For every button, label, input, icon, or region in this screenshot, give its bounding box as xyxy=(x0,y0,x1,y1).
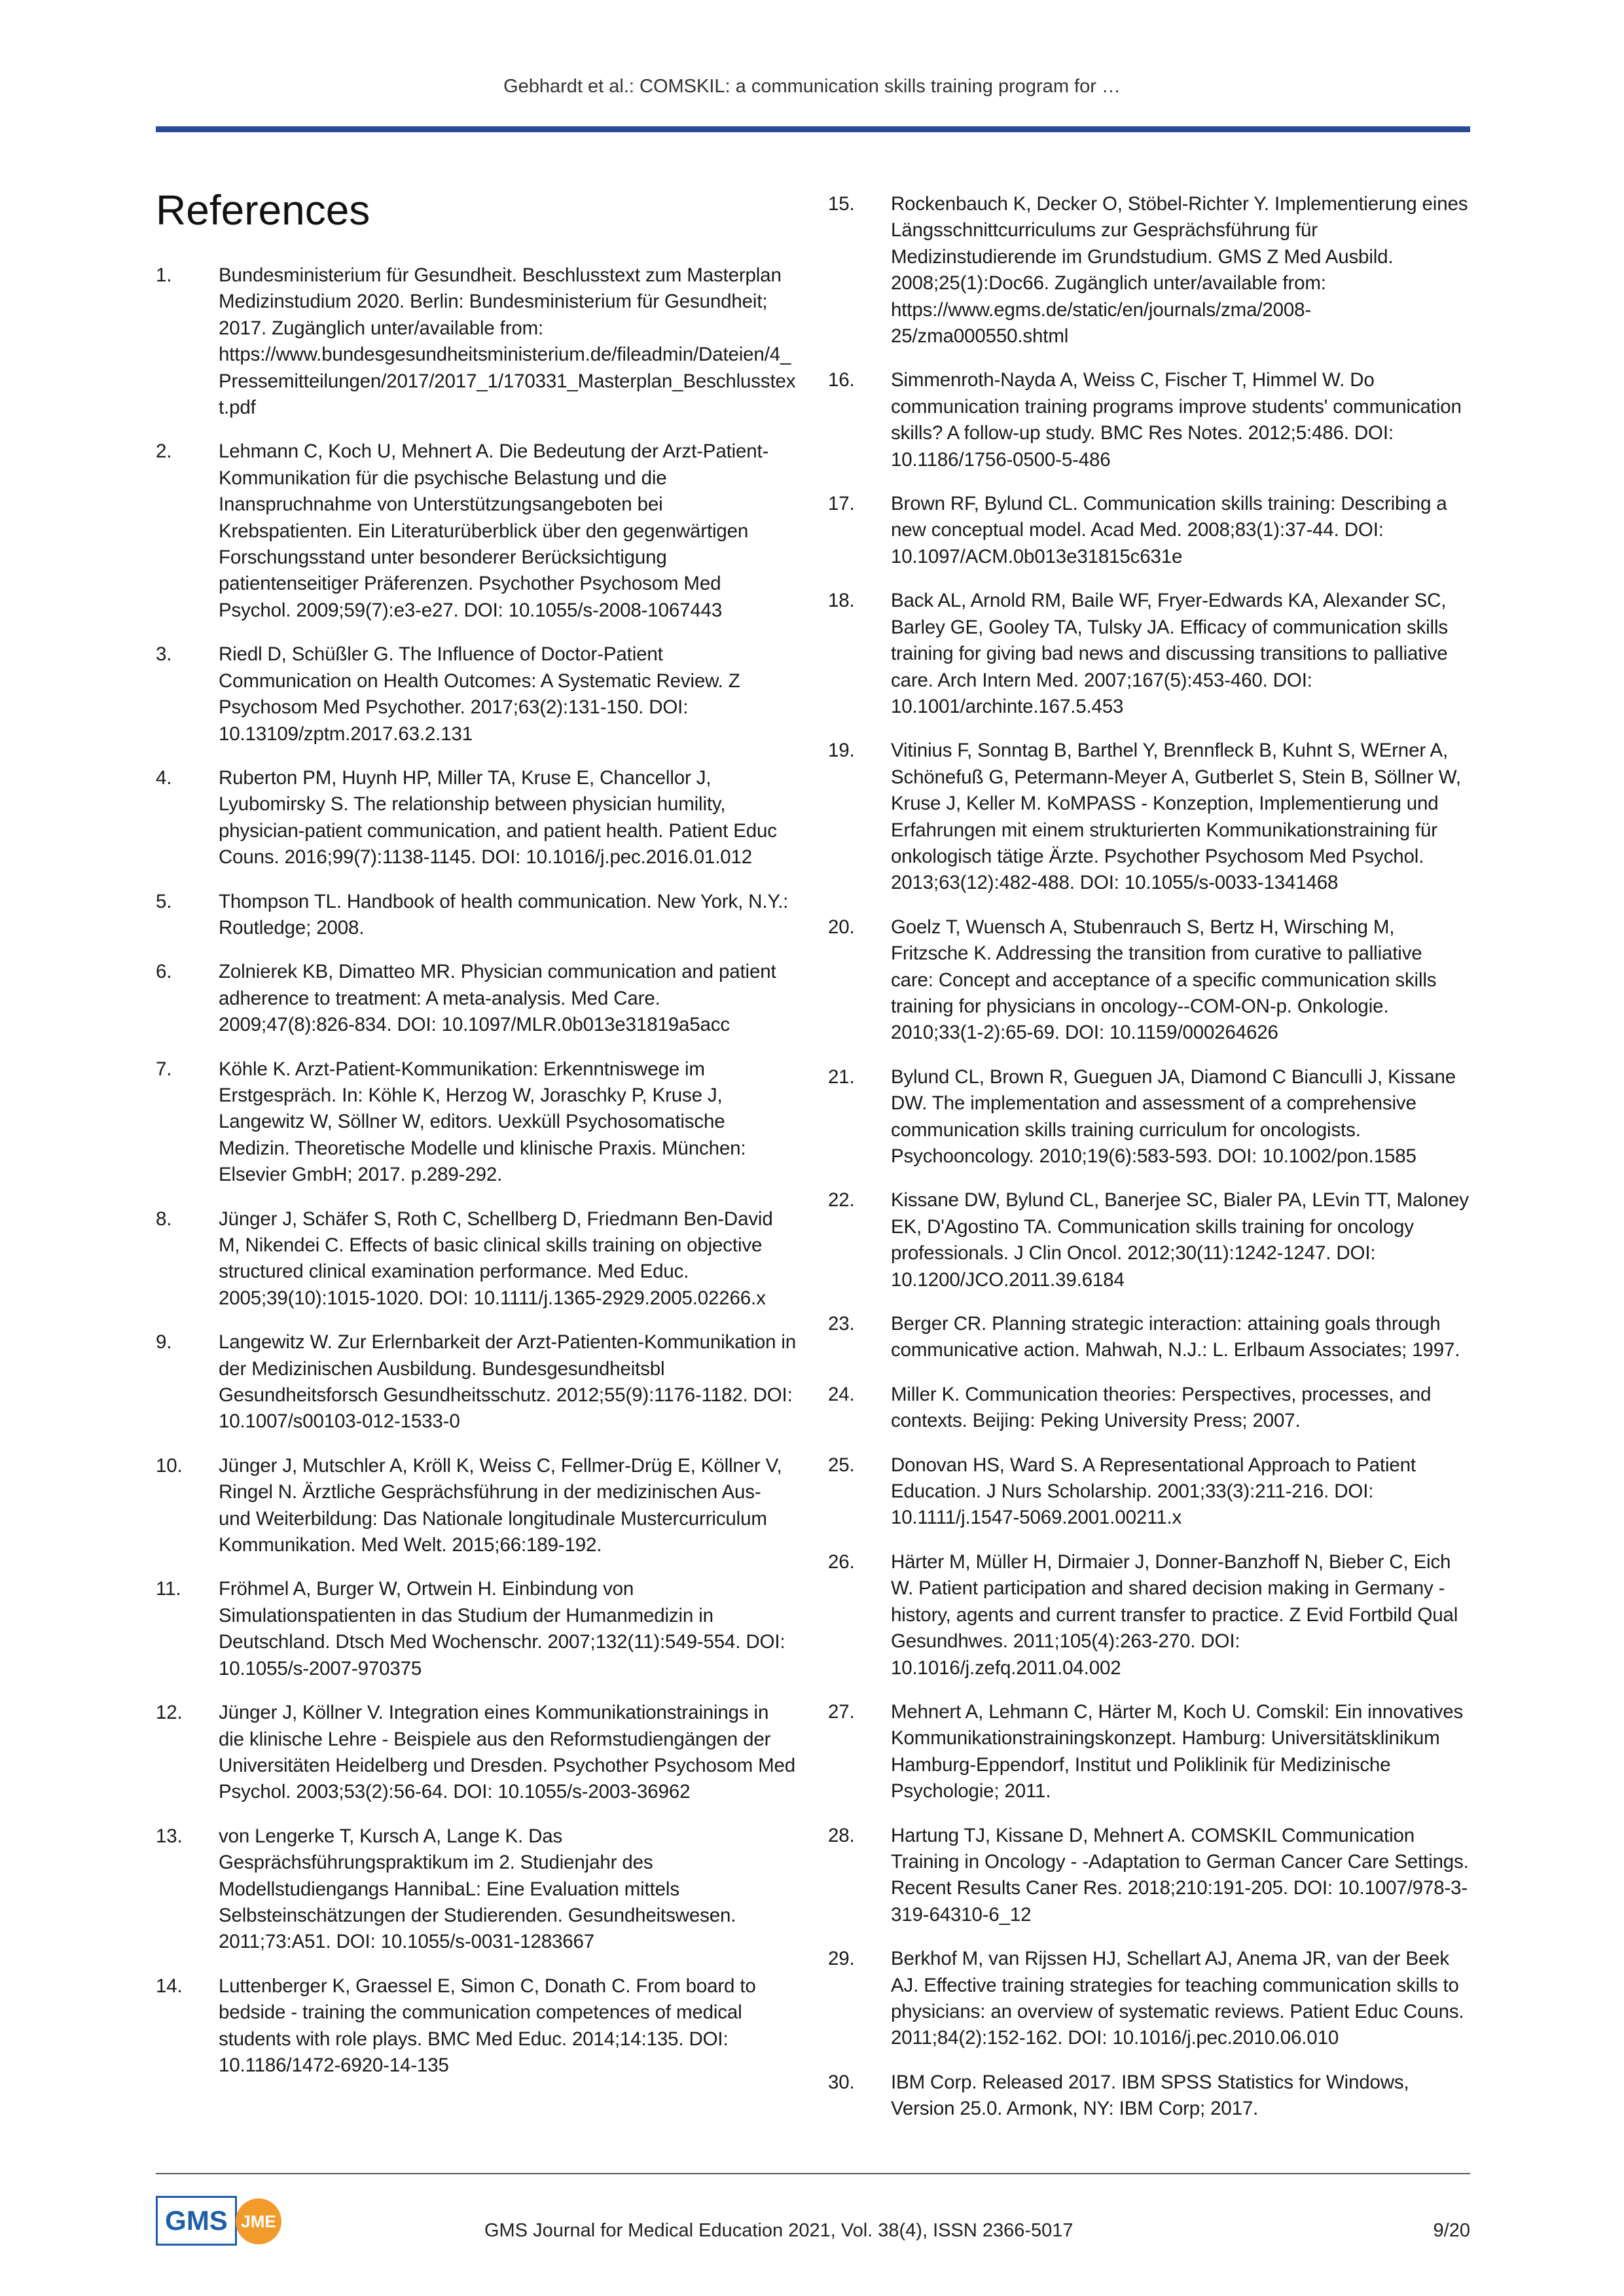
reference-number: 2. xyxy=(156,440,172,463)
footer-journal-info: GMS Journal for Medical Education 2021, Vol. 38(4), ISSN 2366-5017 xyxy=(484,2220,1074,2241)
reference-number: 15. xyxy=(828,193,855,215)
reference-item xyxy=(156,1823,797,1956)
reference-text: Zolnierek KB, Dimatteo MR. Physician communication and patient adherence to treatment: A meta-analysis. Med Care. 2009;47(8):826-834. DOI: 10.1097/MLR.0b013e31819a5acc xyxy=(219,961,776,1036)
reference-text: Kissane DW, Bylund CL, Banerjee SC, Bialer PA, LEvin TT, Maloney EK, D'Agostino TA. Communication skills training for oncology professionals. J Clin Oncol. 2012;30(11):1242-1247. DOI: 10.1200/JCO.2011.39.6184 xyxy=(891,1189,1469,1291)
references-list-left xyxy=(156,262,797,2096)
reference-item xyxy=(828,367,1470,473)
reference-number: 7. xyxy=(156,1058,172,1080)
reference-number: 13. xyxy=(156,1825,183,1847)
reference-item xyxy=(828,1064,1470,1170)
reference-text: Berkhof M, van Rijssen HJ, Schellart AJ, Anema JR, van der Beek AJ. Effective training strategies for teaching communication skills to physicians: an overview of systematic reviews. Patient Educ Couns. 2011;84(2):152-162. DOI: 10.1016/j.pec.2010.06.010 xyxy=(891,1948,1464,2049)
reference-number: 1. xyxy=(156,264,172,286)
reference-number: 10. xyxy=(156,1454,183,1477)
reference-text: Mehnert A, Lehmann C, Härter M, Koch U. Comskil: Ein innovatives Kommunikationstrainingskonzept. Hamburg: Universitätsklinikum Hamburg-Eppendorf, Institut und Poliklinik für Medizinische Psychologie; 2011. xyxy=(891,1700,1464,1803)
reference-number: 20. xyxy=(828,916,855,938)
reference-item xyxy=(156,959,797,1038)
reference-item xyxy=(828,588,1470,720)
reference-number: 4. xyxy=(156,766,172,789)
reference-text: Simmenroth-Nayda A, Weiss C, Fischer T, Himmel W. Do communication training programs improve students' communication skills? A follow-up study. BMC Res Notes. 2012;5:486. DOI: 10.1186/1756-0500-5-486 xyxy=(891,369,1462,471)
reference-number: 24. xyxy=(828,1383,855,1405)
running-header: Gebhardt et al.: COMSKIL: a communication skills training program for … xyxy=(503,76,1121,97)
reference-item xyxy=(828,1311,1470,1364)
reference-item xyxy=(156,1206,797,1312)
reference-text: Riedl D, Schüßler G. The Influence of Doctor-Patient Communication on Health Outcomes: A Systematic Review. Z Psychosom Med Psychother. 2017;63(2):131-150. DOI: 10.13109/zptm.2017.63.2.131 xyxy=(219,643,740,745)
gms-jme-logo xyxy=(156,2196,293,2248)
reference-text: Härter M, Müller H, Dirmaier J, Donner-Banzhoff N, Bieber C, Eich W. Patient participation and shared decision making in Germany - history, agents and current transfer to practice. Z Evid Fortbild Qual Gesundhwes. 2011;105(4):263-270. DOI: 10.1016/j.zefq.2011.04.002 xyxy=(891,1551,1458,1679)
reference-number: 23. xyxy=(828,1313,855,1335)
reference-number: 12. xyxy=(156,1702,183,1724)
reference-item xyxy=(828,1823,1470,1929)
reference-item xyxy=(828,191,1470,350)
reference-text: Luttenberger K, Graessel E, Simon C, Donath C. From board to bedside - training the communication competences of medical students with role plays. BMC Med Educ. 2014;14:135. DOI: 10.1186/1472-6920-14-135 xyxy=(219,1975,756,2076)
reference-text: Fröhmel A, Burger W, Ortwein H. Einbindung von Simulationspatienten in das Studium der Humanmedizin in Deutschland. Dtsch Med Wochenschr. 2007;132(11):549-554. DOI: 10.1055/s-2007-970375 xyxy=(219,1578,785,1679)
reference-number: 11. xyxy=(156,1578,181,1600)
reference-text: Vitinius F, Sonntag B, Barthel Y, Brennfleck B, Kuhnt S, WErner A, Schönefuß G, Petermann-Meyer A, Gutberlet S, Stein B, Söllner W, Kruse J, Keller M. KoMPASS - Konzeption, Implementierung und Erfahrungen mit einem strukturierten Kommunikationstraining für onkologisch tätige Ärzte. Psychother Psychosom Med Psychol. 2013;63(12):482-488. DOI: 10.1055/s-0033-1341468 xyxy=(891,740,1461,894)
reference-item xyxy=(156,1329,797,1435)
reference-number: 19. xyxy=(828,740,855,762)
page-number: 9/20 xyxy=(1433,2220,1470,2241)
references-list-right xyxy=(828,191,1470,2140)
reference-number: 3. xyxy=(156,643,172,666)
reference-text: Thompson TL. Handbook of health communication. New York, N.Y.: Routledge; 2008. xyxy=(219,890,789,939)
reference-text: Bundesministerium für Gesundheit. Beschlusstext zum Masterplan Medizinstudium 2020. Berlin: Bundesministerium für Gesundheit; 2017. Zugänglich unter/available from: https://www.bundesgesundheitsministerium.de/fileadmin/Dateien/4_Pressemitteilungen/2017/2017_1/170331_Masterplan_Beschlusstext.pdf xyxy=(219,264,796,419)
gms-logo-box: GMS xyxy=(156,2196,237,2246)
reference-item xyxy=(156,1973,797,2079)
reference-item xyxy=(156,439,797,624)
reference-item xyxy=(828,491,1470,570)
reference-item xyxy=(156,765,797,871)
reference-item xyxy=(828,1549,1470,1681)
reference-number: 27. xyxy=(828,1700,855,1723)
reference-item xyxy=(828,1452,1470,1532)
reference-number: 17. xyxy=(828,493,855,515)
reference-number: 25. xyxy=(828,1454,855,1476)
reference-item xyxy=(156,641,797,747)
reference-number: 21. xyxy=(828,1066,855,1088)
reference-item xyxy=(828,1946,1470,2052)
reference-item xyxy=(828,1187,1470,1293)
reference-number: 30. xyxy=(828,2071,855,2093)
reference-text: Hartung TJ, Kissane D, Mehnert A. COMSKIL Communication Training in Oncology - -Adaptation to German Cancer Care Settings. Recent Results Caner Res. 2018;210:191-205. DOI: 10.1007/978-3-319-64310-6_12 xyxy=(891,1824,1469,1926)
reference-item xyxy=(156,262,797,421)
reference-item xyxy=(156,1453,797,1559)
reference-number: 8. xyxy=(156,1208,172,1230)
reference-text: Berger CR. Planning strategic interaction: attaining goals through communicative action. Mahwah, N.J.: L. Erlbaum Associates; 1997. xyxy=(891,1313,1460,1361)
reference-number: 26. xyxy=(828,1551,855,1573)
reference-text: Donovan HS, Ward S. A Representational Approach to Patient Education. J Nurs Scholarship. 2001;33(3):211-216. DOI: 10.1111/j.1547-5069.2001.00211.x xyxy=(891,1454,1416,1529)
reference-number: 14. xyxy=(156,1975,183,1997)
reference-text: von Lengerke T, Kursch A, Lange K. Das Gesprächsführungspraktikum im 2. Studienjahr des Modellstudiengangs HannibaL: Eine Evaluation mittels Selbsteinschätzungen der Studierenden. Gesundheitswesen. 2011;73:A51. DOI: 10.1055/s-0031-1283667 xyxy=(219,1825,736,1953)
reference-text: Goelz T, Wuensch A, Stubenrauch S, Bertz H, Wirsching M, Fritzsche K. Addressing the transition from curative to palliative care: Concept and acceptance of a specific communication skills training for physicians in oncology--COM-ON-p. Onkologie. 2010;33(1-2):65-69. DOI: 10.1159/000264626 xyxy=(891,916,1437,1044)
reference-item xyxy=(156,1700,797,1806)
reference-text: Rockenbauch K, Decker O, Stöbel-Richter Y. Implementierung eines Längsschnittcurriculums zur Gesprächsführung für Medizinstudierende im Grundstudium. GMS Z Med Ausbild. 2008;25(1):Doc66. Zugänglich unter/available from: https://www.egms.de/static/en/journals/zma/2008-25/zma000550.shtml xyxy=(891,193,1468,348)
reference-text: Back AL, Arnold RM, Baile WF, Fryer-Edwards KA, Alexander SC, Barley GE, Gooley TA, Tulsky JA. Efficacy of communication skills training for giving bad news and discussing transitions to palliative care. Arch Intern Med. 2007;167(5):453-460. DOI: 10.1001/archinte.167.5.453 xyxy=(891,590,1448,717)
reference-text: Ruberton PM, Huynh HP, Miller TA, Kruse E, Chancellor J, Lyubomirsky S. The relationship between physician humility, physician-patient communication, and patient health. Patient Educ Couns. 2016;99(7):1138-1145. DOI: 10.1016/j.pec.2016.01.012 xyxy=(219,766,777,869)
reference-text: Jünger J, Köllner V. Integration eines Kommunikationstrainings in die klinische Lehre - Beispiele aus den Reformstudiengängen der Universitäten Heidelberg und Dresden. Psychother Psychosom Med Psychol. 2003;53(2):56-64. DOI: 10.1055/s-2003-36962 xyxy=(219,1702,796,1803)
reference-item xyxy=(156,889,797,942)
reference-number: 18. xyxy=(828,590,855,612)
reference-item xyxy=(828,2070,1470,2123)
reference-item xyxy=(156,1056,797,1189)
reference-item xyxy=(828,1382,1470,1435)
reference-number: 6. xyxy=(156,961,172,983)
reference-item xyxy=(156,1576,797,1682)
reference-item xyxy=(828,1699,1470,1805)
reference-text: Brown RF, Bylund CL. Communication skills training: Describing a new conceptual model. Acad Med. 2008;83(1):37-44. DOI: 10.1097/ACM.0b013e31815c631e xyxy=(891,493,1447,567)
reference-item xyxy=(828,738,1470,896)
references-heading: References xyxy=(156,187,370,234)
reference-text: Langewitz W. Zur Erlernbarkeit der Arzt-Patienten-Kommunikation in der Medizinischen Ausbildung. Bundesgesundheitsbl Gesundheitsforsch Gesundheitsschutz. 2012;55(9):1176-1182. DOI: 10.1007/s00103-012-1533-0 xyxy=(219,1331,797,1433)
jme-logo-circle: JME xyxy=(236,2198,281,2244)
reference-text: Köhle K. Arzt-Patient-Kommunikation: Erkenntniswege im Erstgespräch. In: Köhle K, Herzog W, Joraschky P, Kruse J, Langewitz W, Söllner W, editors. Uexküll Psychosomatische Medizin. Theoretische Modelle und klinische Praxis. München: Elsevier GmbH; 2017. p.289-292. xyxy=(219,1058,746,1186)
reference-number: 29. xyxy=(828,1948,855,1970)
reference-text: Jünger J, Schäfer S, Roth C, Schellberg D, Friedmann Ben-David M, Nikendei C. Effects of basic clinical skills training on objective structured clinical examination performance. Med Educ. 2005;39(10):1015-1020. DOI: 10.1111/j.1365-2929.2005.02266.x xyxy=(219,1208,773,1309)
reference-number: 22. xyxy=(828,1189,855,1211)
reference-number: 16. xyxy=(828,369,855,391)
header-rule xyxy=(156,126,1470,132)
reference-number: 5. xyxy=(156,890,172,912)
footer-rule xyxy=(156,2173,1470,2174)
reference-text: IBM Corp. Released 2017. IBM SPSS Statistics for Windows, Version 25.0. Armonk, NY: IBM Corp; 2017. xyxy=(891,2071,1409,2120)
reference-text: Miller K. Communication theories: Perspectives, processes, and contexts. Beijing: Peking University Press; 2007. xyxy=(891,1383,1432,1432)
reference-item xyxy=(828,914,1470,1047)
reference-text: Bylund CL, Brown R, Gueguen JA, Diamond C Bianculli J, Kissane DW. The implementation and assessment of a comprehensive communication skills training curriculum for oncologists. Psychooncology. 2010;19(6):583-593. DOI: 10.1002/pon.1585 xyxy=(891,1066,1456,1167)
reference-text: Jünger J, Mutschler A, Kröll K, Weiss C, Fellmer-Drüg E, Köllner V, Ringel N. Ärztliche Gesprächsführung in der medizinischen Aus- und Weiterbildung: Das Nationale longitudinale Mustercurriculum Kommunikation. Med Welt. 2015;66:189-192. xyxy=(219,1454,782,1556)
reference-number: 9. xyxy=(156,1331,172,1354)
reference-text: Lehmann C, Koch U, Mehnert A. Die Bedeutung der Arzt-Patient-Kommunikation für die psychische Belastung und die Inanspruchnahme von Unterstützungsangeboten bei Krebspatienten. Ein Literaturüberblick über den gegenwärtigen Forschungsstand unter besonderer Berücksichtigung patientenseitiger Präferenzen. Psychother Psychosom Med Psychol. 2009;59(7):e3-e27. DOI: 10.1055/s-2008-1067443 xyxy=(219,440,769,621)
reference-number: 28. xyxy=(828,1824,855,1846)
